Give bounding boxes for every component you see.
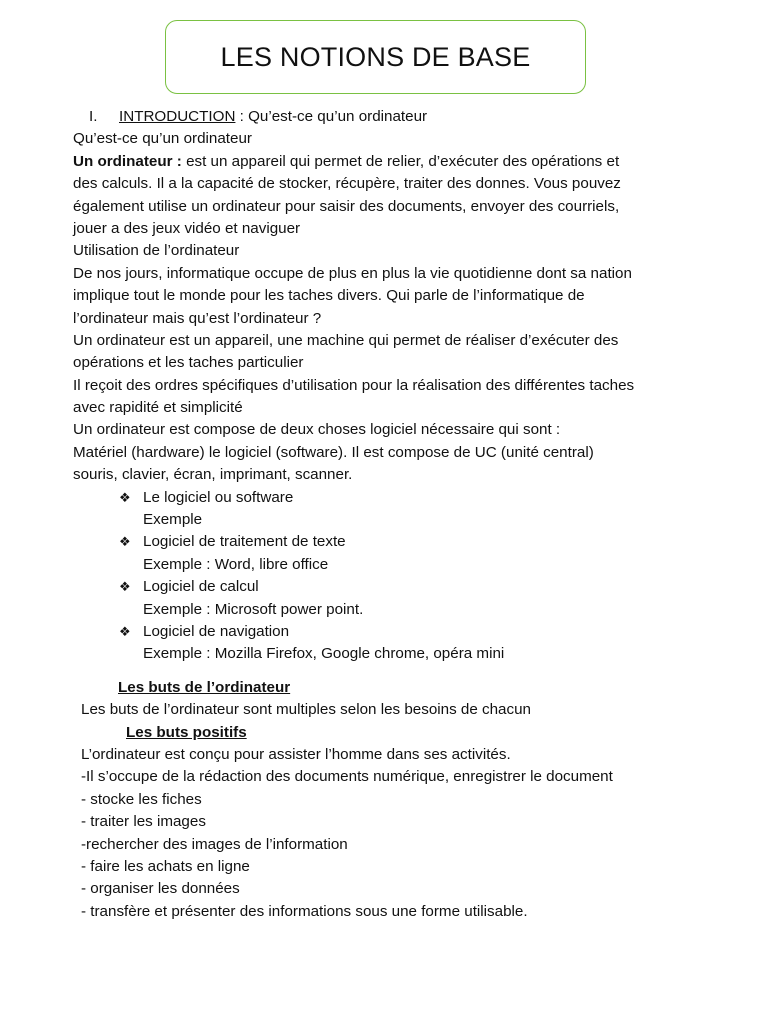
paragraph-line: souris, clavier, écran, imprimant, scanner. (73, 466, 353, 484)
list-item: - faire les achats en ligne (81, 857, 250, 875)
diamond-bullet-icon: ❖ (119, 489, 131, 505)
section-heading: INTRODUCTION (119, 108, 236, 125)
list-item: - traiter les images (81, 813, 206, 831)
bullet-label: Le logiciel ou software (143, 488, 294, 506)
bullet-item (0, 487, 768, 509)
diamond-bullet-icon: ❖ (119, 579, 131, 595)
positifs-heading: Les buts positifs (126, 723, 247, 741)
bullet-item (0, 621, 768, 643)
buts-heading: Les buts de l’ordinateur (118, 678, 291, 696)
list-item: L’ordinateur est conçu pour assister l’homme dans ses activités. (81, 745, 511, 763)
paragraph-line: Il reçoit des ordres spécifiques d’utilisation pour la réalisation des différentes taches (73, 376, 635, 394)
section-i-heading (0, 106, 768, 128)
bullet-item (0, 576, 768, 598)
bullet-example: Exemple : Microsoft power point. (143, 600, 364, 618)
list-item: - organiser les données (81, 880, 240, 898)
page-title: LES NOTIONS DE BASE (220, 41, 531, 72)
paragraph-line: Un ordinateur est un appareil, une machine qui permet de réaliser d’exécuter des (73, 331, 619, 349)
list-item: - stocke les fiches (81, 790, 202, 808)
paragraph-line: également utilise un ordinateur pour saisir des documents, envoyer des courriels, (73, 197, 620, 215)
bullet-example: Exemple : Mozilla Firefox, Google chrome, opéra mini (143, 645, 505, 663)
bullet-label: Logiciel de navigation (143, 622, 290, 640)
document-body (0, 106, 768, 923)
list-item: - transfère et présenter des informations sous une forme utilisable. (81, 902, 528, 920)
paragraph-line: Matériel (hardware) le logiciel (software). Il est compose de UC (unité central) (73, 443, 594, 461)
paragraph-line: Un ordinateur est compose de deux choses logiciel nécessaire qui sont : (73, 421, 561, 439)
title-box (165, 20, 586, 94)
section-heading-rest: : Qu’est-ce qu’un ordinateur (235, 108, 428, 125)
paragraph-line: Utilisation de l’ordinateur (73, 242, 240, 260)
section-number: I. (89, 108, 98, 125)
bullet-label: Logiciel de calcul (143, 578, 259, 596)
bullet-item (0, 531, 768, 553)
paragraph-line: des calculs. Il a la capacité de stocker, récupère, traiter des donnes. Vous pouvez (73, 175, 621, 193)
definition-text: est un appareil qui permet de relier, d’exécuter des opérations et (181, 152, 620, 170)
bullet-example: Exemple (143, 511, 203, 529)
paragraph-line: implique tout le monde pour les taches divers. Qui parle de l’informatique de (73, 287, 585, 305)
definition-line (0, 151, 768, 173)
paragraph-line: jouer a des jeux vidéo et naviguer (73, 219, 301, 237)
list-item: -rechercher des images de l’information (81, 835, 348, 853)
bullet-label: Logiciel de traitement de texte (143, 533, 346, 551)
diamond-bullet-icon: ❖ (119, 623, 131, 639)
paragraph-line: opérations et les taches particulier (73, 354, 304, 372)
paragraph-line: De nos jours, informatique occupe de plus en plus la vie quotidienne dont sa nation (73, 264, 632, 282)
diamond-bullet-icon: ❖ (119, 534, 131, 550)
list-item: -Il s’occupe de la rédaction des documents numérique, enregistrer le document (81, 768, 613, 786)
paragraph-line: l’ordinateur mais qu’est l’ordinateur ? (73, 309, 322, 327)
paragraph-line: Qu’est-ce qu’un ordinateur (73, 130, 252, 148)
term-label: Un ordinateur : (73, 152, 182, 170)
bullet-example: Exemple : Word, libre office (143, 555, 329, 573)
buts-intro: Les buts de l’ordinateur sont multiples selon les besoins de chacun (81, 701, 531, 719)
paragraph-line: avec rapidité et simplicité (73, 399, 243, 417)
